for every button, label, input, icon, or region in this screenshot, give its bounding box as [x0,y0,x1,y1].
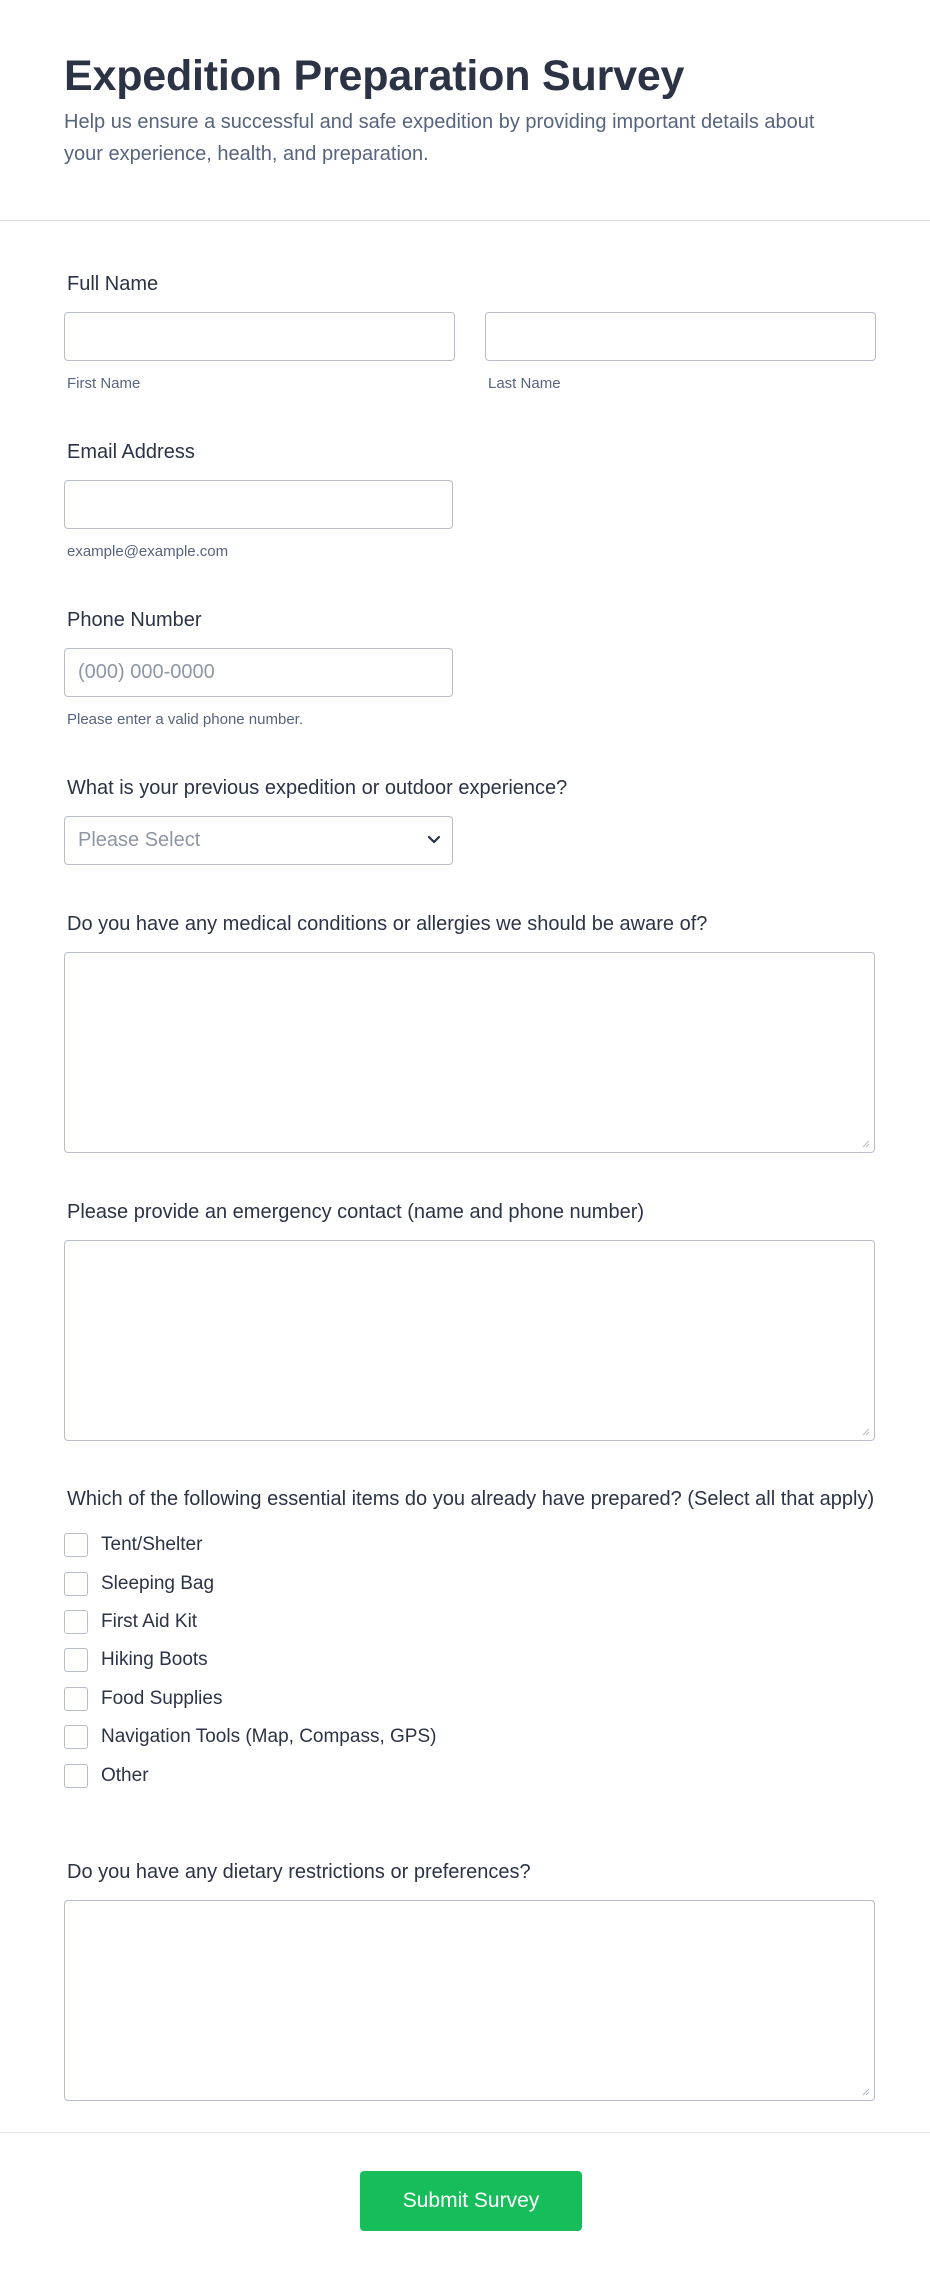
last-name-group [485,312,876,393]
last-name-input[interactable] [485,312,876,361]
emergency-contact-textarea[interactable] [64,1240,875,1441]
experience-field [64,774,567,865]
checkbox-tent-shelter[interactable] [64,1526,875,1564]
email-input[interactable] [64,480,453,529]
survey-form [0,221,930,1883]
experience-select-value: Please Select [64,816,453,865]
page-subtitle: Help us ensure a successful and safe expedition by providing important details about your experience, health, and preparation. [64,111,815,165]
phone-label: Phone Number [67,609,202,631]
checkbox-sleeping-bag[interactable] [64,1564,875,1602]
medical-label: Do you have any medical conditions or allergies we should be aware of? [67,913,708,935]
full-name-label: Full Name [67,273,159,295]
experience-select[interactable] [64,816,453,865]
checkbox-box[interactable] [64,1648,88,1672]
submit-survey-button[interactable]: Submit Survey [360,2171,582,2231]
resize-grip-icon[interactable] [860,2086,870,2096]
checkbox-box[interactable] [64,1725,88,1749]
essential-items-label: Which of the following essential items do you already have prepared? (Select all that apply) [67,1488,875,1510]
dietary-textarea[interactable] [64,1900,875,2101]
phone-input[interactable]: (000) 000-0000 [64,648,453,697]
checkbox-label: Other [101,1764,149,1786]
checkbox-box[interactable] [64,1610,88,1634]
experience-label: What is your previous expedition or outdoor experience? [67,777,568,799]
checkbox-label: First Aid Kit [101,1610,198,1632]
checkbox-box[interactable] [64,1764,88,1788]
resize-grip-icon[interactable] [860,1138,870,1148]
last-name-sublabel: Last Name [488,375,561,392]
checkbox-label: Food Supplies [101,1687,223,1709]
form-header [0,0,930,221]
checkbox-other[interactable] [64,1756,875,1794]
checkbox-box[interactable] [64,1572,88,1596]
first-name-input[interactable] [64,312,455,361]
medical-field [64,910,875,1153]
phone-sublabel: Please enter a valid phone number. [67,711,303,728]
essential-items-checklist [64,1526,875,1795]
checkbox-first-aid-kit[interactable] [64,1603,875,1641]
phone-field [64,606,453,729]
medical-textarea[interactable] [64,952,875,1153]
full-name-field [64,270,876,393]
essential-items-field [64,1486,875,1795]
checkbox-navigation-tools[interactable] [64,1718,875,1756]
page-title: Expedition Preparation Survey [64,52,685,100]
email-field [64,438,453,561]
checkbox-box[interactable] [64,1533,88,1557]
checkbox-food-supplies[interactable] [64,1680,875,1718]
email-sublabel: example@example.com [67,543,229,560]
checkbox-label: Hiking Boots [101,1649,208,1671]
dietary-field [64,1858,875,2101]
emergency-contact-label: Please provide an emergency contact (name and phone number) [67,1201,645,1223]
first-name-group [64,312,455,393]
checkbox-box[interactable] [64,1687,88,1711]
first-name-sublabel: First Name [67,375,141,392]
checkbox-label: Sleeping Bag [101,1572,215,1594]
emergency-contact-field [64,1198,875,1441]
dietary-label: Do you have any dietary restrictions or preferences? [67,1861,531,1883]
checkbox-hiking-boots[interactable] [64,1641,875,1679]
checkbox-label: Navigation Tools (Map, Compass, GPS) [101,1726,437,1748]
resize-grip-icon[interactable] [860,1426,870,1436]
form-footer [0,2132,930,2280]
email-label: Email Address [67,441,195,463]
checkbox-label: Tent/Shelter [101,1534,203,1556]
chevron-down-icon [427,834,441,846]
